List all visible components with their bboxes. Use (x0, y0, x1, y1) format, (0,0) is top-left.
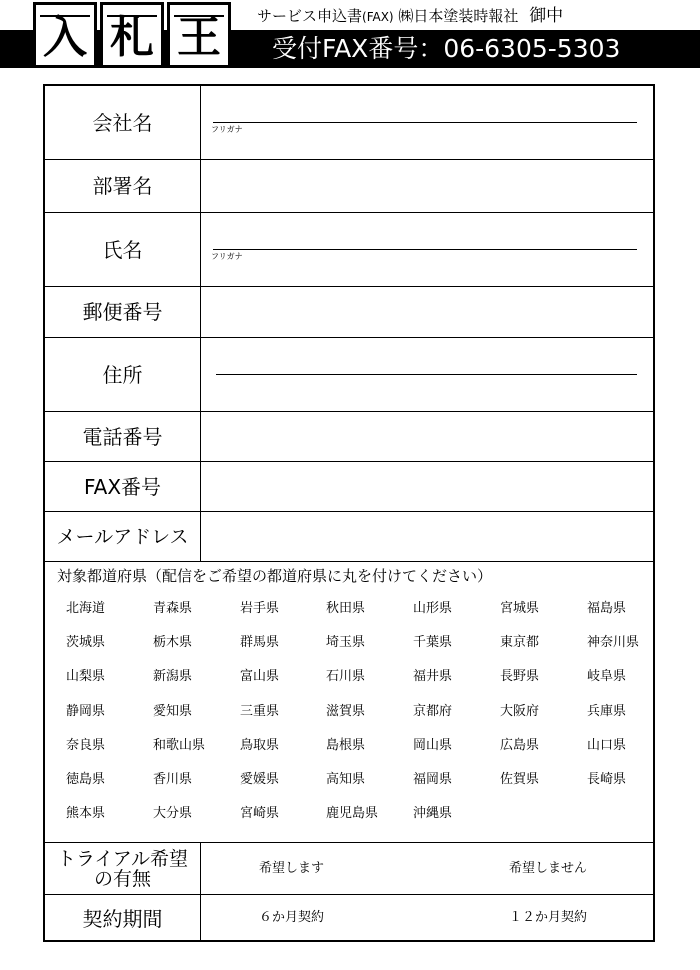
prefecture-option[interactable]: 三重県 (240, 703, 280, 719)
department-field[interactable] (201, 160, 653, 212)
prefecture-option[interactable]: 広島県 (500, 737, 540, 753)
postal-label: 郵便番号 (45, 287, 201, 337)
prefecture-option[interactable]: 熊本県 (66, 806, 106, 822)
row-department (45, 160, 653, 213)
service-title: サービス申込書 (257, 7, 363, 25)
contract-label: 契約期間 (45, 895, 201, 942)
company-field[interactable] (201, 86, 653, 159)
prefecture-option[interactable]: 高知県 (326, 772, 366, 787)
name-label: 氏名 (45, 213, 201, 286)
prefecture-option[interactable]: 神奈川県 (587, 635, 640, 651)
email-field[interactable] (201, 512, 653, 561)
logo-box-2 (100, 2, 164, 68)
prefecture-option[interactable]: 福井県 (413, 669, 453, 685)
recipient-name: ㈱日本塗装時報社 (398, 7, 519, 25)
trial-label-line2: の有無 (93, 867, 151, 890)
logo-box-3 (167, 2, 231, 68)
application-form (43, 84, 655, 942)
prefecture-option[interactable]: 京都府 (413, 703, 453, 719)
prefecture-option[interactable]: 山口県 (587, 737, 627, 753)
header (0, 0, 700, 78)
prefecture-option[interactable]: 長野県 (500, 669, 540, 685)
trial-options (201, 843, 653, 894)
header-subtitle (257, 6, 563, 27)
fax-label: FAX番号 (45, 462, 201, 511)
prefecture-option[interactable]: 香川県 (153, 772, 193, 787)
row-company (45, 86, 653, 160)
row-prefectures (45, 562, 653, 843)
prefecture-option[interactable]: 福岡県 (413, 772, 453, 787)
prefecture-option[interactable]: 鹿児島県 (326, 806, 379, 822)
row-fax (45, 462, 653, 512)
trial-no-option[interactable]: 希望しません (509, 861, 588, 876)
email-label: メールアドレス (45, 512, 201, 561)
address-field[interactable] (201, 338, 653, 411)
address-label: 住所 (45, 338, 201, 411)
prefecture-option[interactable]: 静岡県 (66, 703, 106, 719)
prefecture-option[interactable]: 石川県 (326, 669, 366, 685)
contract-6-month-option[interactable]: ６か月契約 (259, 910, 325, 925)
prefecture-option[interactable]: 沖縄県 (413, 806, 453, 822)
fax-field[interactable] (201, 462, 653, 511)
prefecture-option[interactable]: 秋田県 (326, 601, 366, 616)
prefecture-option[interactable]: 福島県 (587, 601, 627, 616)
prefecture-option[interactable]: 宮崎県 (240, 806, 280, 822)
prefecture-option[interactable]: 千葉県 (413, 635, 453, 651)
phone-field[interactable] (201, 412, 653, 461)
postal-field[interactable] (201, 287, 653, 337)
furigana-label: フリガナ (211, 252, 243, 261)
prefecture-option[interactable]: 岩手県 (240, 601, 280, 616)
prefecture-option[interactable]: 兵庫県 (587, 703, 627, 719)
prefecture-option[interactable]: 愛媛県 (240, 772, 280, 787)
address-line (216, 374, 637, 375)
row-address (45, 338, 653, 412)
prefecture-option[interactable]: 茨城県 (66, 635, 106, 651)
row-email (45, 512, 653, 562)
row-trial (45, 843, 653, 895)
prefecture-option[interactable]: 山形県 (413, 601, 453, 616)
prefecture-option[interactable]: 宮城県 (500, 601, 540, 616)
fax-tag: (FAX) (362, 10, 394, 24)
logo-char: 入 (43, 12, 87, 63)
trial-label (45, 843, 201, 894)
honorific: 御中 (529, 6, 564, 26)
prefecture-option[interactable]: 長崎県 (587, 772, 627, 787)
trial-yes-option[interactable]: 希望します (259, 861, 325, 876)
furigana-label: フリガナ (211, 125, 243, 134)
prefecture-option[interactable]: 富山県 (240, 669, 280, 685)
row-contract (45, 895, 653, 942)
contract-12-month-option[interactable]: １２か月契約 (509, 910, 588, 925)
prefecture-option[interactable]: 滋賀県 (326, 703, 366, 719)
fax-number: 受付FAX番号：06-6305-5303 (272, 34, 621, 63)
logo-char: 王 (177, 12, 221, 63)
company-label: 会社名 (45, 86, 201, 159)
logo-char: 札 (110, 12, 154, 63)
contract-options (201, 895, 653, 942)
prefecture-option[interactable]: 東京都 (500, 635, 540, 651)
prefecture-option[interactable]: 佐賀県 (500, 772, 540, 787)
prefecture-option[interactable]: 栃木県 (153, 635, 193, 651)
prefecture-option[interactable]: 新潟県 (153, 669, 193, 685)
prefecture-option[interactable]: 群馬県 (240, 635, 280, 651)
row-postal (45, 287, 653, 338)
furigana-line (213, 249, 637, 250)
name-field[interactable] (201, 213, 653, 286)
prefecture-option[interactable]: 和歌山県 (153, 737, 206, 753)
prefecture-option[interactable]: 埼玉県 (326, 635, 366, 651)
prefecture-option[interactable]: 徳島県 (66, 772, 106, 787)
trial-label-line1: トライアル希望 (56, 847, 189, 870)
row-name (45, 213, 653, 287)
logo-box-1 (33, 2, 97, 68)
prefecture-option[interactable]: 山梨県 (66, 669, 106, 685)
furigana-line (213, 122, 637, 123)
prefecture-option[interactable]: 奈良県 (66, 737, 106, 753)
phone-label: 電話番号 (45, 412, 201, 461)
prefecture-option[interactable]: 島根県 (326, 737, 366, 753)
prefecture-option[interactable]: 愛知県 (153, 703, 193, 719)
row-phone (45, 412, 653, 462)
prefecture-option[interactable]: 大分県 (153, 806, 193, 822)
prefecture-option[interactable]: 岡山県 (413, 737, 453, 753)
prefecture-option[interactable]: 青森県 (153, 601, 193, 616)
prefecture-option[interactable]: 鳥取県 (240, 737, 280, 753)
department-label: 部署名 (45, 160, 201, 212)
prefecture-option[interactable]: 岐阜県 (587, 669, 627, 685)
prefecture-option[interactable]: 大阪府 (500, 703, 540, 719)
logo (33, 2, 231, 68)
prefectures-heading: 対象都道府県（配信をご希望の都道府県に丸を付けてください） (57, 567, 493, 585)
prefecture-option[interactable]: 北海道 (66, 601, 106, 616)
